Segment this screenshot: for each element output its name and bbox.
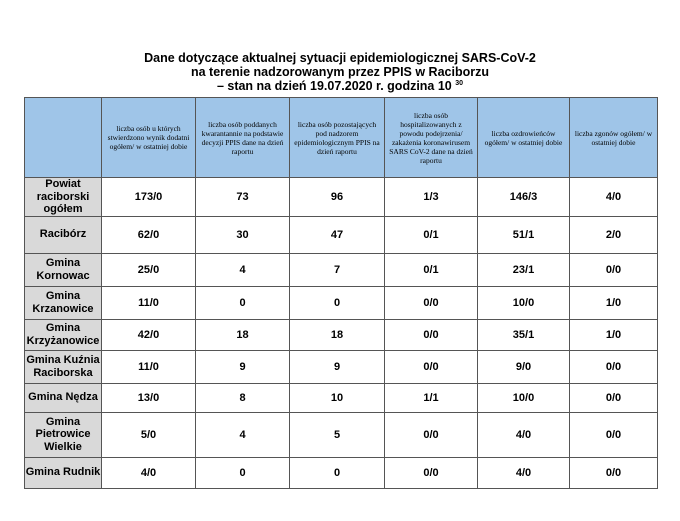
column-header: liczba osób pozostających pod nadzorem epidemiologicznym PPIS na dzień raportu (290, 98, 385, 178)
table-cell: 4/0 (478, 457, 570, 488)
header-corner (25, 98, 102, 178)
table-cell: 5/0 (102, 412, 196, 457)
table-cell: 4/0 (478, 412, 570, 457)
title-time-superscript: 30 (455, 80, 464, 87)
table-cell: 35/1 (478, 319, 570, 350)
table-row (25, 412, 658, 457)
title-line-3: – stan na dzień 19.07.2020 r. godzina 10 $^{30}$ (216, 79, 464, 93)
table-cell: 23/1 (478, 253, 570, 286)
table-cell: 0 (196, 457, 290, 488)
table-cell: 7 (290, 253, 385, 286)
table-cell: 0/1 (385, 216, 478, 253)
table-cell: 0/0 (385, 412, 478, 457)
table-cell: 4 (196, 412, 290, 457)
table-cell: 0/1 (385, 253, 478, 286)
table-cell: 18 (290, 319, 385, 350)
table-cell: 73 (196, 178, 290, 217)
table-cell: 30 (196, 216, 290, 253)
table-cell: 9 (196, 350, 290, 383)
table-cell: 0/0 (570, 253, 658, 286)
title-line-1: Dane dotyczące aktualnej sytuacji epidemiologicznej SARS-CoV-2 (144, 51, 536, 65)
table-row (25, 178, 658, 217)
table-cell: 0/0 (570, 412, 658, 457)
table-cell: 10 (290, 383, 385, 412)
table-cell: 0 (290, 286, 385, 319)
table-cell: 1/0 (570, 319, 658, 350)
table-row (25, 350, 658, 383)
table-cell: 9 (290, 350, 385, 383)
table-cell: 0 (290, 457, 385, 488)
table-cell: 0/0 (570, 350, 658, 383)
title-line-2: na terenie nadzorowanym przez PPIS w Raciborzu (191, 65, 489, 79)
table-header-row (25, 98, 658, 178)
table-row (25, 383, 658, 412)
row-label: Gmina Rudnik (25, 457, 102, 488)
row-label: Racibórz (25, 216, 102, 253)
report-title (0, 51, 680, 93)
table-cell: 5 (290, 412, 385, 457)
table-cell: 4 (196, 253, 290, 286)
row-label: Gmina Krzyżanowice (25, 319, 102, 350)
table-cell: 10/0 (478, 286, 570, 319)
table-cell: 51/1 (478, 216, 570, 253)
row-label: Gmina Nędza (25, 383, 102, 412)
table-cell: 0/0 (385, 457, 478, 488)
table-cell: 18 (196, 319, 290, 350)
table-row (25, 319, 658, 350)
table-cell: 10/0 (478, 383, 570, 412)
table-cell: 42/0 (102, 319, 196, 350)
column-header: liczba osób poddanych kwarantannie na podstawie decyzji PPIS dane na dzień raportu (196, 98, 290, 178)
table-row (25, 253, 658, 286)
table-row (25, 457, 658, 488)
table-cell: 8 (196, 383, 290, 412)
table-cell: 146/3 (478, 178, 570, 217)
table-cell: 1/1 (385, 383, 478, 412)
table-cell: 1/3 (385, 178, 478, 217)
table-cell: 0 (196, 286, 290, 319)
row-label: Gmina Kornowac (25, 253, 102, 286)
table-cell: 25/0 (102, 253, 196, 286)
column-header: liczba ozdrowieńców ogółem/ w ostatniej dobie (478, 98, 570, 178)
table-cell: 4/0 (570, 178, 658, 217)
row-label: Gmina Kuźnia Raciborska (25, 350, 102, 383)
table-cell: 0/0 (385, 319, 478, 350)
table-cell: 13/0 (102, 383, 196, 412)
table-cell: 11/0 (102, 286, 196, 319)
column-header: liczba zgonów ogółem/ w ostatniej dobie (570, 98, 658, 178)
column-header: liczba osób hospitalizowanych z powodu podejrzenia/ zakażenia koronawirusem SARS CoV-2 dane na dzień raportu (385, 98, 478, 178)
table-cell: 47 (290, 216, 385, 253)
table-cell: 9/0 (478, 350, 570, 383)
row-label: Gmina Pietrowice Wielkie (25, 412, 102, 457)
table-cell: 0/0 (570, 457, 658, 488)
table-cell: 96 (290, 178, 385, 217)
epidemiological-table (24, 97, 658, 489)
table-cell: 4/0 (102, 457, 196, 488)
table-row (25, 216, 658, 253)
table-cell: 0/0 (385, 350, 478, 383)
table-row (25, 286, 658, 319)
table-cell: 1/0 (570, 286, 658, 319)
row-label: Powiat raciborski ogółem (25, 178, 102, 217)
table-cell: 11/0 (102, 350, 196, 383)
column-header: liczba osób u których stwierdzono wynik dodatni ogółem/ w ostatniej dobie (102, 98, 196, 178)
table-cell: 0/0 (570, 383, 658, 412)
table-cell: 173/0 (102, 178, 196, 217)
table-cell: 62/0 (102, 216, 196, 253)
table-cell: 0/0 (385, 286, 478, 319)
row-label: Gmina Krzanowice (25, 286, 102, 319)
table-cell: 2/0 (570, 216, 658, 253)
